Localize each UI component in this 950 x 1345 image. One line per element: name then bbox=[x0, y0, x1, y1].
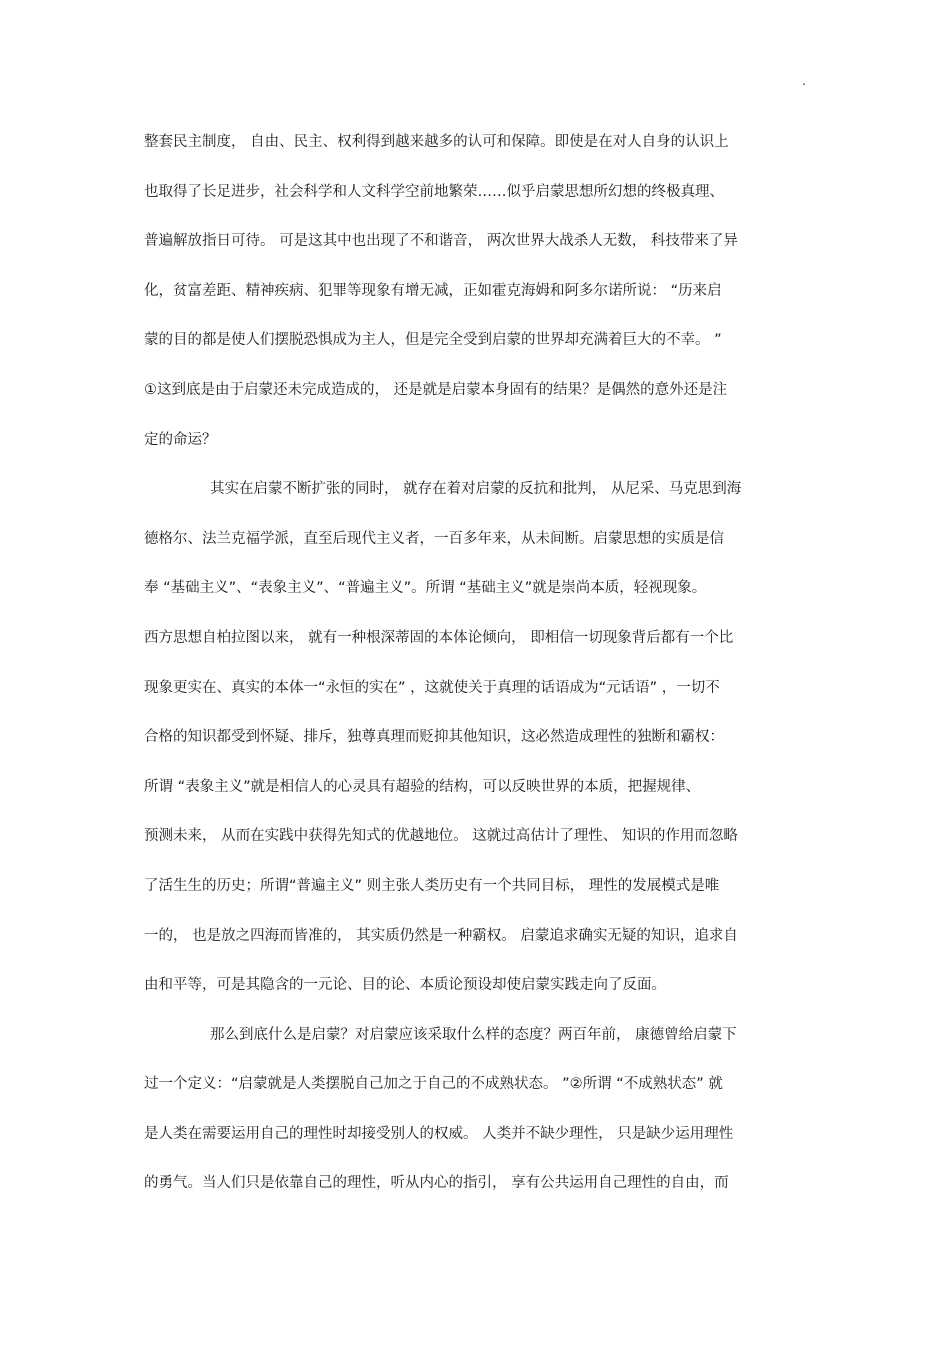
text-line: 其实在启蒙不断扩张的同时， 就存在着对启蒙的反抗和批判， 从尼采、马克思到海 bbox=[210, 481, 742, 498]
text-line: 那么到底什么是启蒙？对启蒙应该采取什么样的态度？两百年前， 康德曾给启蒙下 bbox=[210, 1026, 737, 1043]
text-line: 合格的知识都受到怀疑、排斥，独尊真理而贬抑其他知识，这必然造成理性的独断和霸权： bbox=[144, 729, 724, 746]
text-line: 化，贫富差距、精神疾病、犯罪等现象有增无减，正如霍克海姆和阿多尔诺所说： “历来启 bbox=[144, 282, 722, 299]
body-text bbox=[144, 129, 814, 1220]
page-mark: . bbox=[802, 74, 806, 88]
text-line: ①这到底是由于启蒙还未完成造成的， 还是就是启蒙本身固有的结果？是偶然的意外还是注 bbox=[144, 381, 728, 398]
text-line: 一的， 也是放之四海而皆准的， 其实质仍然是一种霸权。 启蒙追求确实无疑的知识，追求自 bbox=[144, 927, 738, 944]
text-line: 定的命运？ bbox=[144, 431, 217, 448]
text-line: 的勇气。当人们只是依靠自己的理性，听从内心的指引， 享有公共运用自己理性的自由，而 bbox=[144, 1175, 729, 1192]
text-line: 了活生生的历史；所谓“普遍主义” 则主张人类历史有一个共同目标， 理性的发展模式是唯 bbox=[144, 877, 720, 894]
text-line: 过一个定义：“启蒙就是人类摆脱自己加之于自己的不成熟状态。 ”②所谓 “不成熟状态” 就 bbox=[144, 1076, 723, 1093]
text-line: 所谓 “表象主义”就是相信人的心灵具有超验的结构，可以反映世界的本质，把握规律、 bbox=[144, 778, 701, 795]
text-line: 由和平等，可是其隐含的一元论、目的论、本质论预设却使启蒙实践走向了反面。 bbox=[144, 977, 666, 994]
text-line: 整套民主制度， 自由、民主、权利得到越来越多的认可和保障。即使是在对人自身的认识上 bbox=[144, 134, 729, 150]
text-line: 普遍解放指日可待。 可是这其中也出现了不和谐音， 两次世界大战杀人无数， 科技带来了异 bbox=[144, 233, 738, 250]
text-line: 蒙的目的都是使人们摆脱恐惧成为主人，但是完全受到启蒙的世界却充满着巨大的不幸。 ” bbox=[144, 332, 722, 349]
text-line: 也取得了长足进步，社会科学和人文科学空前地繁荣……似乎启蒙思想所幻想的终极真理、 bbox=[144, 183, 724, 200]
text-line: 是人类在需要运用自己的理性时却接受别人的权威。 人类并不缺少理性， 只是缺少运用理性 bbox=[144, 1125, 734, 1142]
text-line: 预测未来， 从而在实践中获得先知式的优越地位。 这就过高估计了理性、 知识的作用而忽略 bbox=[144, 828, 738, 845]
text-line: 奉 “基础主义”、“表象主义”、“普遍主义”。所谓 “基础主义”就是崇尚本质，轻视现象。 bbox=[144, 580, 707, 597]
text-line: 西方思想自柏拉图以来， 就有一种根深蒂固的本体论倾向， 即相信一切现象背后都有一个比 bbox=[144, 629, 734, 646]
text-line: 德格尔、法兰克福学派，直至后现代主义者，一百多年来，从未间断。启蒙思想的实质是信 bbox=[144, 530, 724, 547]
text-line: 现象更实在、真实的本体一“永恒的实在” ，这就使关于真理的话语成为“元话语” ，一切不 bbox=[144, 679, 720, 696]
